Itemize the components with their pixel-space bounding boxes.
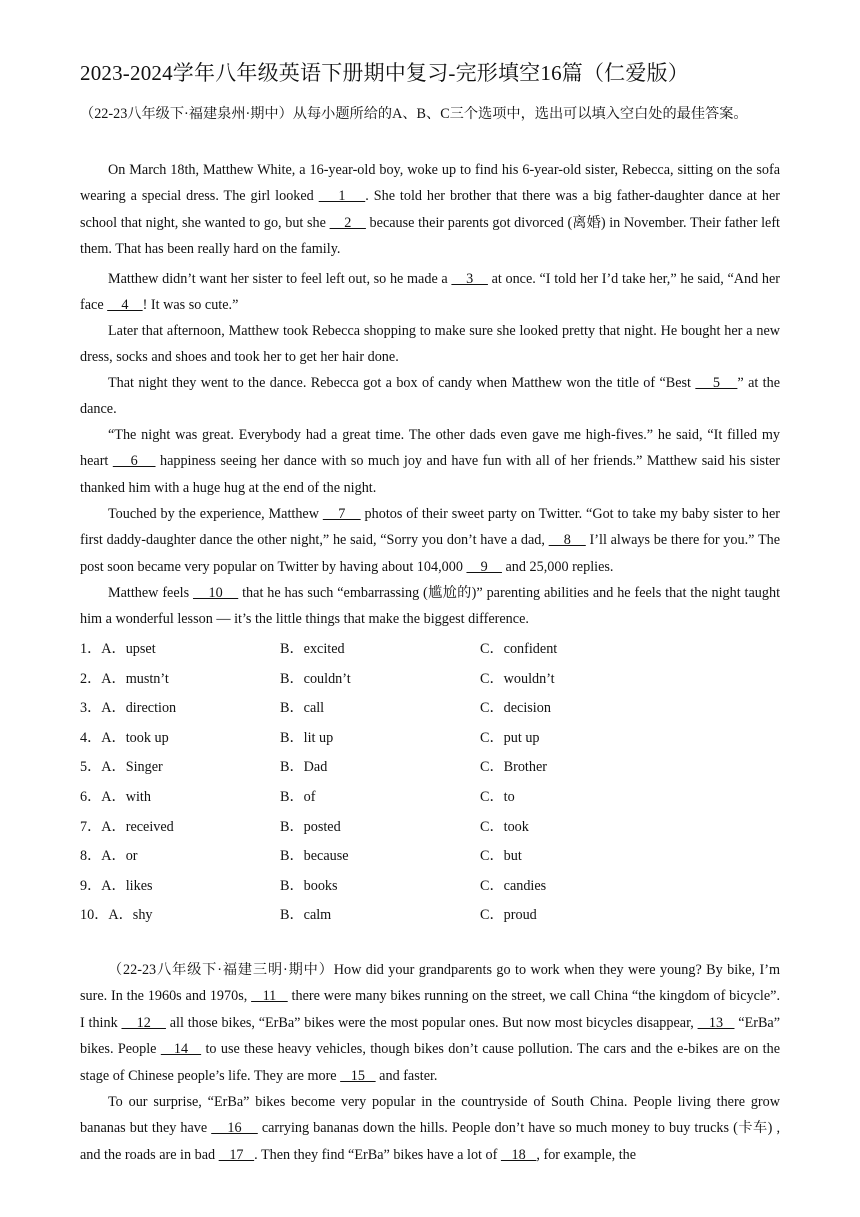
paragraph-text: Matthew didn’t want her sister to feel left out, so he made a xyxy=(108,271,452,287)
answer-blank: 3 xyxy=(451,271,488,287)
option-a: 3．A．direction xyxy=(80,700,177,717)
paragraph-text: to use these heavy vehicles, though bikes don’t cause pollution. The cars and the e-bikes are on the stage of Chinese people’s life. They are more xyxy=(80,1041,781,1084)
option-b: B．because xyxy=(280,848,349,865)
option-b: B．posted xyxy=(280,818,341,835)
passage1-paragraph-5 xyxy=(80,422,780,501)
passage2-paragraph-2 xyxy=(80,1089,780,1168)
option-b: B．calm xyxy=(280,907,332,924)
option-a: 7．A．received xyxy=(80,818,174,835)
paragraph-text: that he has such “embarrassing (尴尬的)” parenting abilities and he feels that the night taught him a wonderful lesson — it’s the little things that make the biggest difference. xyxy=(80,585,781,628)
paragraph-text: Touched by the experience, Matthew xyxy=(108,506,323,522)
option-row xyxy=(80,872,780,902)
option-a: 2．A．mustn’t xyxy=(80,670,169,687)
paragraph-text: I’ll always be there for you.” The post soon became very popular on Twitter by having about 104,000 xyxy=(80,532,781,575)
paragraph-text: Matthew feels xyxy=(108,585,193,601)
option-a: 6．A．with xyxy=(80,788,151,805)
paragraph-text: “The night was great. Everybody had a great time. The other dads even gave me high-fives.” he said, “It filled my heart xyxy=(80,427,780,470)
paragraph-text: Later that afternoon, Matthew took Rebecca shopping to make sure she looked pretty that night. He bought her a new dress, socks and shoes and took her to get her hair done. xyxy=(80,323,780,366)
option-c: C．but xyxy=(480,848,522,865)
passage1-paragraph-3 xyxy=(80,318,780,371)
option-b: B．call xyxy=(280,700,325,717)
passage1-paragraph-2 xyxy=(80,266,780,319)
answer-blank: 14 xyxy=(160,1041,202,1058)
option-row xyxy=(80,842,780,872)
option-c: C．candies xyxy=(480,877,547,894)
option-a: 1．A．upset xyxy=(80,641,156,657)
paragraph-text: “ErBa” bikes. People xyxy=(80,1014,781,1058)
passage1-paragraph-6 xyxy=(80,501,780,580)
paragraph-text: , for example, the xyxy=(536,1146,637,1163)
option-a: 4．A．took up xyxy=(80,729,169,746)
passage1-paragraph-4 xyxy=(80,370,780,423)
paragraph-text: happiness seeing her dance with so much joy and have fun with all of her friends.” Matthew said his sister thanked him with a huge hug at the end of the night. xyxy=(80,453,780,496)
option-row xyxy=(80,724,780,754)
option-a: 5．A．Singer xyxy=(80,759,163,776)
option-row xyxy=(80,665,780,695)
answer-blank: 18 xyxy=(500,1146,537,1163)
answer-blank: 5 xyxy=(695,375,738,391)
option-row xyxy=(80,813,780,843)
option-b: B．Dad xyxy=(280,759,328,776)
answer-blank: 11 xyxy=(251,988,288,1005)
option-row xyxy=(80,783,780,813)
option-b: B．books xyxy=(280,877,338,894)
option-b: B．lit up xyxy=(280,729,334,746)
paragraph-text: That night they went to the dance. Rebecca got a box of candy when Matthew won the title of “Best xyxy=(108,375,696,391)
paragraph-text: To our surprise, “ErBa” bikes become very popular in the countryside of South China. People living there grow bananas but they have xyxy=(80,1094,780,1137)
option-row xyxy=(80,635,780,665)
passage1-paragraph-1 xyxy=(80,157,780,263)
document-title: 2023-2024学年八年级英语下册期中复习-完形填空16篇（仁爱版） xyxy=(80,61,689,85)
option-row xyxy=(80,901,780,931)
option-c: C．decision xyxy=(480,700,551,717)
option-c: C．confident xyxy=(480,641,558,657)
option-c: C．Brother xyxy=(480,759,547,776)
paragraph-text: . She told her brother that there was a big father-daughter dance at her school that night, she wanted to go, but she xyxy=(80,188,780,231)
paragraph-text: photos of their sweet party on Twitter. “Got to take my baby sister to her first daddy-daughter dance the other night,” he said, “Sorry you don’t have a dad, xyxy=(80,506,781,549)
option-b: B．of xyxy=(280,788,316,805)
option-c: C．to xyxy=(480,788,515,805)
answer-blank: 9 xyxy=(466,558,502,575)
answer-blank: 15 xyxy=(340,1067,376,1084)
paragraph-text: there were many bikes running on the street, we call China “the kingdom of bicycle”. I think xyxy=(80,988,780,1031)
paragraph-text: and 25,000 replies. xyxy=(501,558,614,575)
answer-blank: 4 xyxy=(107,297,143,314)
option-c: C．put up xyxy=(480,729,540,746)
paragraph-text: ” at the dance. xyxy=(80,375,781,418)
answer-blank: 2 xyxy=(329,214,366,231)
paragraph-text: all those bikes, “ErBa” bikes were the most popular ones. But now most bicycles disappear, xyxy=(165,1014,698,1031)
passage1-options xyxy=(80,635,780,931)
paragraph-text: . Then they find “ErBa” bikes have a lot of xyxy=(254,1146,501,1163)
option-c: C．proud xyxy=(480,907,537,924)
paragraph-text: （22-23八年级下·福建三明·期中）How did your grandparents go to work when they were young? By bike, I’m sure. In the 1960s and 1970s, xyxy=(80,962,780,1005)
passage1-paragraph-7 xyxy=(80,580,780,633)
passage1-instruction: （22-23八年级下·福建泉州·期中）从每小题所给的A、B、C三个选项中，选出可以填入空白处的最佳答案。 xyxy=(80,106,748,122)
option-b: B．excited xyxy=(280,641,345,657)
option-c: C．wouldn’t xyxy=(480,670,555,687)
answer-blank: 7 xyxy=(322,506,361,522)
answer-blank: 12 xyxy=(121,1014,166,1031)
option-b: B．couldn’t xyxy=(280,670,351,687)
answer-blank: 6 xyxy=(112,453,156,470)
paragraph-text: On March 18th, Matthew White, a 16-year-old boy, woke up to find his 6-year-old sister, Rebecca, sitting on the sofa wearing a special dress. The girl looked xyxy=(80,162,780,205)
option-a: 8．A．or xyxy=(80,848,138,865)
option-a: 9．A．likes xyxy=(80,877,153,894)
answer-blank: 1 xyxy=(318,188,366,205)
option-row xyxy=(80,694,780,724)
answer-blank: 17 xyxy=(218,1146,255,1163)
paragraph-text: and faster. xyxy=(375,1067,438,1084)
paragraph-text: ! It was so cute.” xyxy=(142,297,239,314)
answer-blank: 10 xyxy=(192,585,239,601)
answer-blank: 8 xyxy=(548,532,586,549)
answer-blank: 16 xyxy=(211,1120,258,1137)
option-c: C．took xyxy=(480,818,529,835)
answer-blank: 13 xyxy=(697,1014,735,1031)
paragraph-text: because their parents got divorced (离婚) in November. Their father left them. That has been really hard on the family. xyxy=(80,214,780,258)
option-row xyxy=(80,753,780,783)
paragraph-text: at once. “I told her I’d take her,” he said, “And her face xyxy=(80,271,780,314)
paragraph-text: carrying bananas down the hills. People don’t have so much money to buy trucks (卡车) , and the roads are in bad xyxy=(80,1120,781,1163)
option-a: 10．A．shy xyxy=(80,907,153,924)
passage2-paragraph-1 xyxy=(80,957,780,1089)
